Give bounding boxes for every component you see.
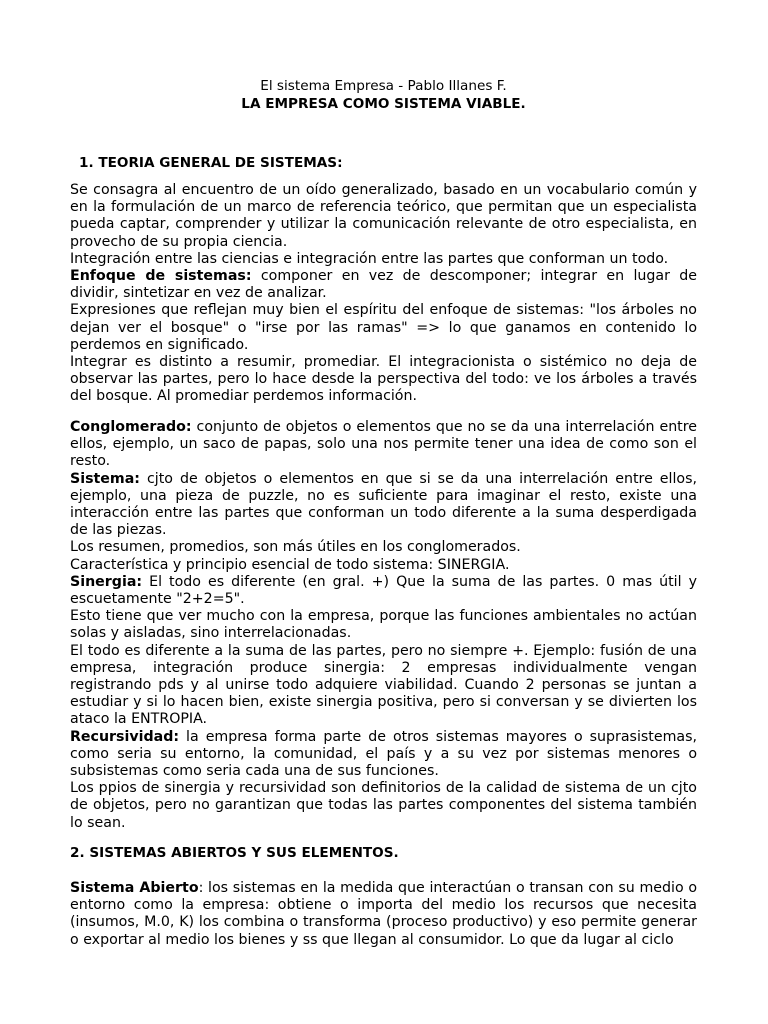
term: Sistema Abierto xyxy=(70,880,199,896)
section-2-heading: 2. SISTEMAS ABIERTOS Y SUS ELEMENTOS. xyxy=(70,845,399,861)
section-2-body xyxy=(70,880,697,949)
section-1-heading: 1. TEORIA GENERAL DE SISTEMAS: xyxy=(79,155,343,171)
paragraph xyxy=(70,729,697,781)
paragraph: Se consagra al encuentro de un oído generalizado, basado en un vocabulario común y en la formulación de un marco de referencia teórico, que permitan que un especialista pueda captar, comprender y utilizar la comunicación relevante de otro especialista, en provecho de su propia ciencia. xyxy=(70,182,697,250)
paragraph xyxy=(70,880,697,949)
paragraph: Esto tiene que ver mucho con la empresa, porque las funciones ambientales no actúan solas y aisladas, sino interrelacionadas. xyxy=(70,608,697,642)
section-1-intro xyxy=(70,182,697,406)
paragraph: El todo es diferente a la suma de las partes, pero no siempre +. Ejemplo: fusión de una empresa, integración produce sinergia: 2 empresas individualmente vengan registrando pds y al unirse todo adquiere viabilidad. Cuando 2 personas se juntan a estudiar y si lo hacen bien, existe sinergia positiva, pero si conversan y se divierten los ataco la ENTROPIA. xyxy=(70,642,697,728)
definition: la empresa forma parte de otros sistemas mayores o suprasistemas, como seria su entorno, la comunidad, el país y a su vez por sistemas menores o subsistemas como seria cada una de sus funciones. xyxy=(70,728,697,780)
paragraph: Característica y principio esencial de todo sistema: SINERGIA. xyxy=(70,556,510,573)
term: Sistema: xyxy=(70,470,140,487)
paragraph: Los resumen, promedios, son más útiles en los conglomerados. xyxy=(70,539,521,556)
paragraph xyxy=(70,419,697,471)
paragraph xyxy=(70,268,697,302)
definition: cjto de objetos o elementos en que si se da una interrelación entre ellos, ejemplo, una pieza de puzzle, no es suficiente para imaginar el resto, existe una interacción entre las partes que conforman un todo diferente a la suma desperdigada de las piezas. xyxy=(70,470,697,539)
definition: componer en vez de descomponer; integrar en lugar de dividir, sintetizar en vez de analizar. xyxy=(70,268,697,302)
term: Conglomerado: xyxy=(70,419,192,435)
paragraph: Integración entre las ciencias e integración entre las partes que conforman un todo. xyxy=(70,250,669,267)
document-header-line: El sistema Empresa - Pablo Illanes F. xyxy=(260,78,507,94)
document-title: LA EMPRESA COMO SISTEMA VIABLE. xyxy=(241,96,526,112)
definition: El todo es diferente (en gral. +) Que la suma de las partes. 0 mas útil y escuetamente "2+2=5". xyxy=(70,573,697,608)
section-1-concepts xyxy=(70,419,697,832)
term: Enfoque de sistemas: xyxy=(70,268,252,285)
paragraph: Integrar es distinto a resumir, promediar. El integracionista o sistémico no deja de observar las partes, pero lo hace desde la perspectiva del todo: ve los árboles a través del bosque. Al promediar perdemos información. xyxy=(70,354,697,405)
definition: : los sistemas en la medida que interactúan o transan con su medio o entorno como la empresa: obtiene o importa del medio los recursos que necesita (insumos, M.0, K) los combina o transforma (proceso productivo) y eso permite generar o exportar al medio los bienes y ss que llegan al consumidor. Lo que da lugar al ciclo xyxy=(70,880,698,948)
paragraph xyxy=(70,574,697,608)
paragraph: Los ppios de sinergia y recursividad son definitorios de la calidad de sistema de un cjto de objetos, pero no garantizan que todas las partes componentes del sistema también lo sean. xyxy=(70,780,697,831)
term: Recursividad: xyxy=(70,728,180,745)
paragraph: Expresiones que reflejan muy bien el espíritu del enfoque de sistemas: "los árboles no dejan ver el bosque" o "irse por las ramas" => lo que ganamos en contenido lo perdemos en significado. xyxy=(70,302,697,353)
term: Sinergia: xyxy=(70,573,143,590)
definition: conjunto de objetos o elementos que no se da una interrelación entre ellos, ejemplo, un saco de papas, solo una nos permite tener una idea de como son el resto. xyxy=(70,419,697,470)
paragraph xyxy=(70,471,697,540)
